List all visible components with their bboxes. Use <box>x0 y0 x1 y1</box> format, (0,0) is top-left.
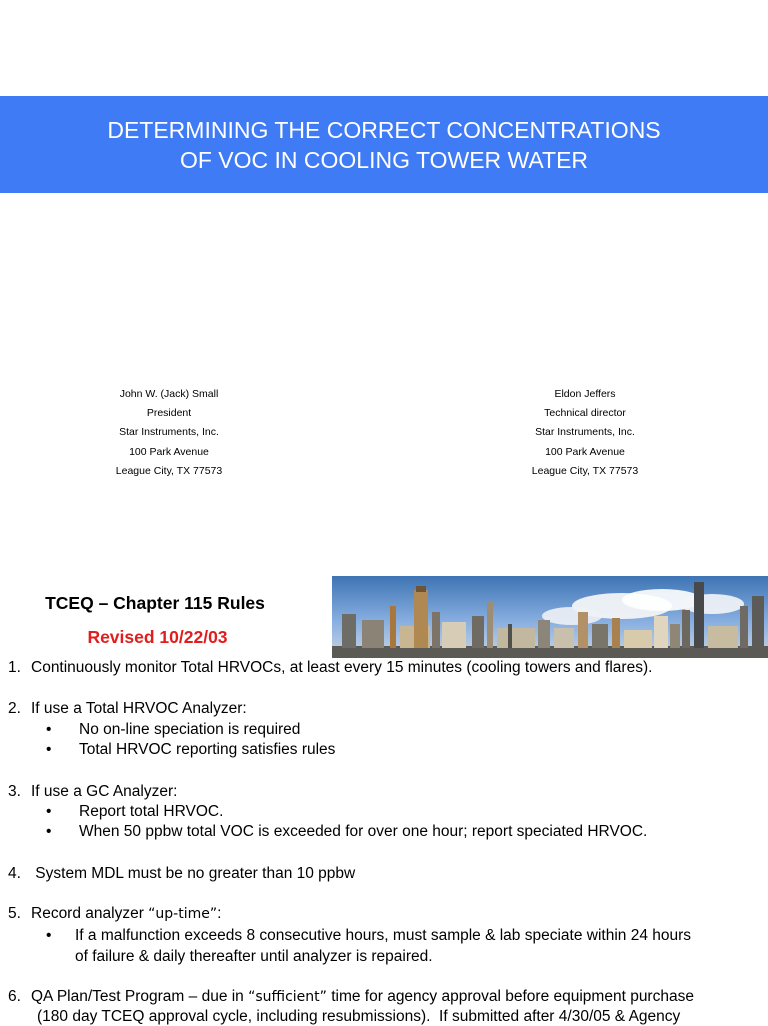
author-role: Technical director <box>544 407 626 420</box>
author-company: Star Instruments, Inc. <box>119 426 219 439</box>
author-address: 100 Park Avenue <box>545 445 625 458</box>
title-line-2: OF VOC IN COOLING TOWER WATER <box>179 146 589 173</box>
rule-number: 3. <box>8 783 21 800</box>
quoted-term: “sufficient” <box>248 989 327 1005</box>
subitem-text: When 50 ppbw total VOC is exceeded for over one hour; report speciated HRVOC. <box>79 823 648 840</box>
refinery-photo <box>332 576 768 658</box>
rule-text: If use a Total HRVOC Analyzer: <box>31 700 247 717</box>
author-city: League City, TX 77573 <box>115 464 223 477</box>
subitem-text: If a malfunction exceeds 8 consecutive hours, must sample & lab speciate within 24 hours <box>75 927 692 944</box>
rule-text <box>31 905 221 923</box>
subitem-text: Report total HRVOC. <box>79 803 224 820</box>
bullet-icon: • <box>46 823 52 840</box>
title-banner <box>0 96 768 193</box>
author-role: President <box>146 407 192 420</box>
rule-number: 4. <box>8 865 21 882</box>
author-address: 100 Park Avenue <box>129 445 209 458</box>
section-title: TCEQ – Chapter 115 Rules <box>45 593 265 613</box>
author-name: John W. (Jack) Small <box>119 388 219 400</box>
rule-text-part: : <box>217 905 222 922</box>
subitem-text: of failure & daily thereafter until analyzer is repaired. <box>75 948 433 965</box>
subitem-text: No on-line speciation is required <box>79 721 301 738</box>
rule-number: 5. <box>8 905 21 922</box>
bullet-icon: • <box>46 741 52 758</box>
author-contact-left <box>39 385 299 481</box>
rule-text: If use a GC Analyzer: <box>31 783 178 800</box>
rule-text-part: QA Plan/Test Program – due in <box>31 988 249 1005</box>
rule-number: 1. <box>8 659 21 676</box>
title-line-1: DETERMINING THE CORRECT CONCENTRATIONS <box>107 116 661 143</box>
rule-text: System MDL must be no greater than 10 ppbw <box>31 865 356 882</box>
quoted-term: “up-time” <box>148 906 218 922</box>
rule-text-part: Record analyzer <box>31 905 149 922</box>
rule-text <box>31 988 694 1006</box>
rule-text: Continuously monitor Total HRVOCs, at least every 15 minutes (cooling towers and flares). <box>31 659 653 676</box>
bullet-icon: • <box>46 803 52 820</box>
bullet-icon: • <box>46 721 52 738</box>
rule-number: 6. <box>8 988 21 1005</box>
author-contact-right <box>455 385 715 481</box>
subitem-text: Total HRVOC reporting satisfies rules <box>79 741 336 758</box>
bullet-icon: • <box>46 927 52 944</box>
author-company: Star Instruments, Inc. <box>535 426 635 439</box>
author-city: League City, TX 77573 <box>531 464 639 477</box>
rule-text-part: time for agency approval before equipment purchase <box>326 988 694 1005</box>
author-name: Eldon Jeffers <box>554 388 616 400</box>
revised-date: Revised 10/22/03 <box>87 627 228 647</box>
refinery-skyline-image <box>332 576 768 658</box>
rule-number: 2. <box>8 700 21 717</box>
rule-text-line2: (180 day TCEQ approval cycle, including resubmissions). If submitted after 4/30/05 & Agency <box>37 1008 681 1025</box>
